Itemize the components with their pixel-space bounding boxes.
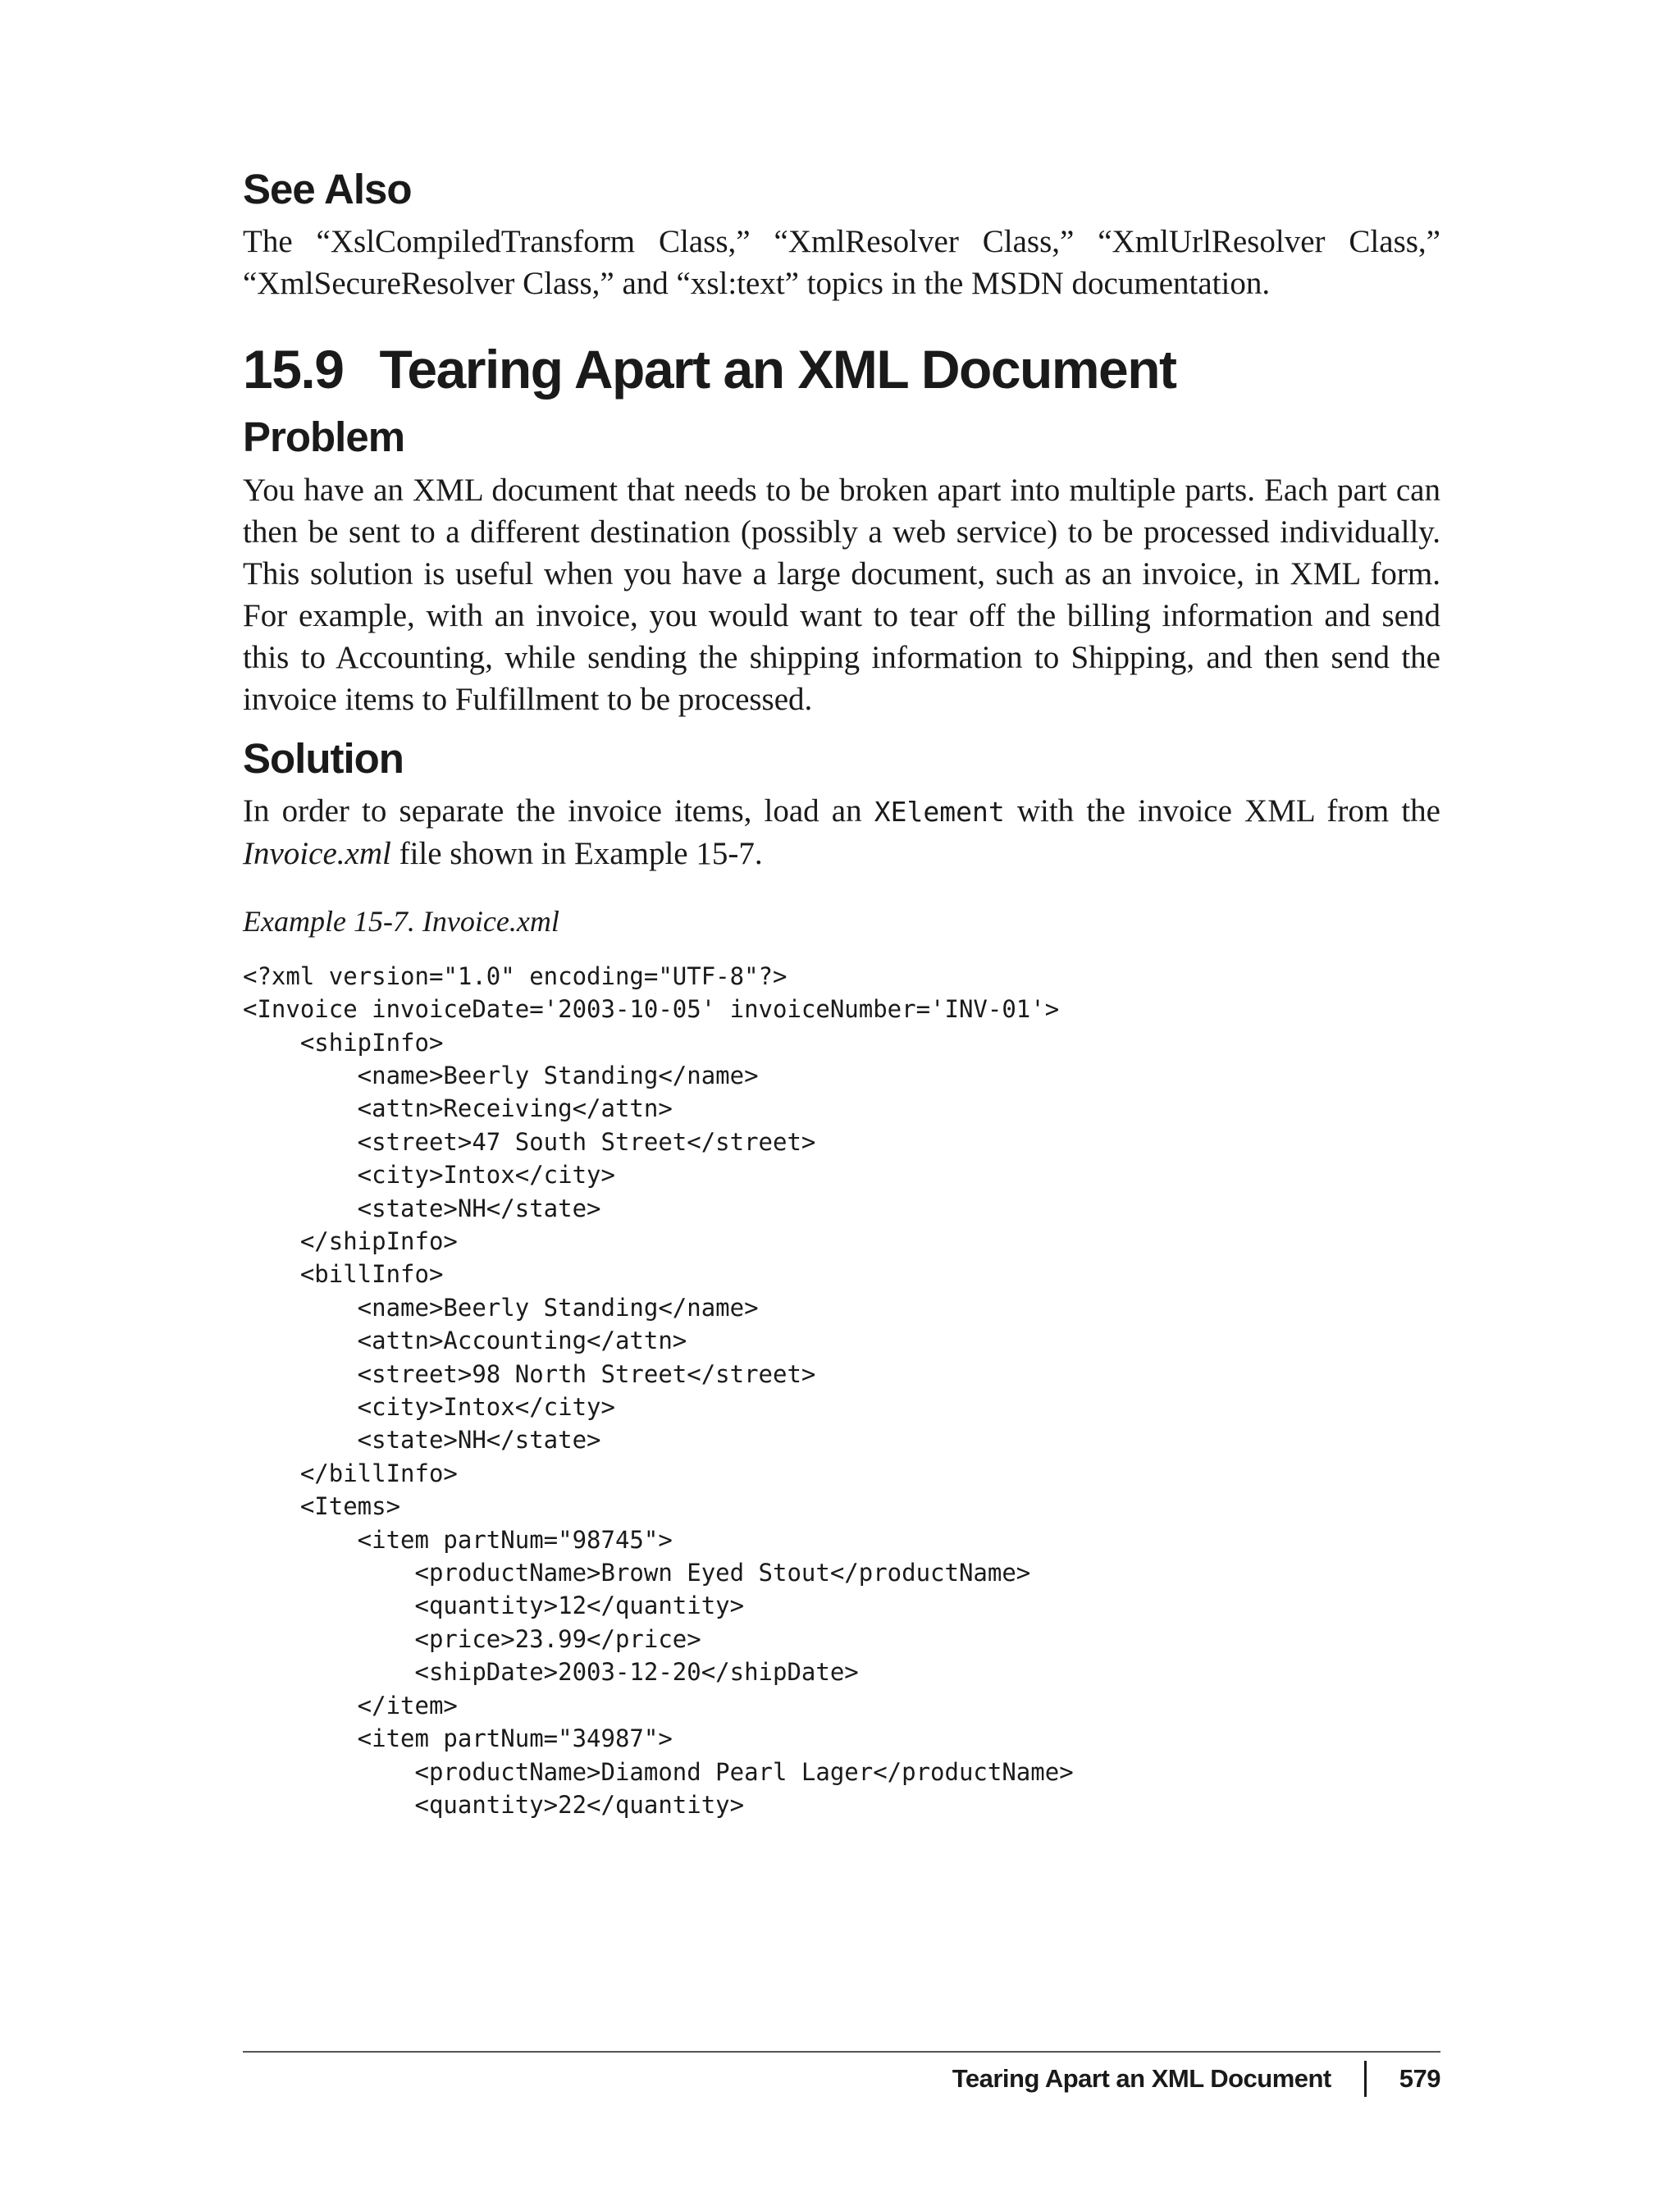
section-number: 15.9 bbox=[243, 339, 344, 400]
example-code-block: <?xml version="1.0" encoding="UTF-8"?> <Invoice invoiceDate='2003-10-05' invoiceNumber='INV-01'> <shipInfo> <name>Beerly Standing</name> <attn>Receiving</attn> <street>47 South Street</street> <city>Intox</city> <state>NH</state> </shipInfo> <billInfo> <name>Beerly Standing</name> <attn>Accounting</attn> <street>98 North Street</street> <city>Intox</city> <state>NH</state> </billInfo> <Items> <item partNum="98745"> <productName>Brown Eyed Stout</productName> <quantity>12</quantity> <price>23.99</price> <shipDate>2003-12-20</shipDate> </item> <item partNum="34987"> <productName>Diamond Pearl Lager</productName> <quantity>22</quantity> bbox=[243, 961, 1074, 1819]
solution-text-part-1: In order to separate the invoice items, load an bbox=[243, 792, 874, 829]
section-heading bbox=[243, 337, 1440, 402]
footer-page-number: 579 bbox=[1399, 2064, 1440, 2093]
problem-text: You have an XML document that needs to be broken apart into multiple parts. Each part can then be sent to a different destination (possibly a web service) to be processed individually. This solution is useful when you have a large document, such as an invoice, in XML form. For example, with an invoice, you would want to tear off the billing information and send this to Accounting, while sending the shipping information to Shipping, and then send the invoice items to Fulfillment to be processed. bbox=[243, 472, 1440, 717]
solution-file-name: Invoice.xml bbox=[243, 835, 391, 871]
footer-separator bbox=[1364, 2061, 1367, 2097]
solution-text bbox=[243, 790, 1440, 875]
see-also-heading: See Also bbox=[243, 166, 412, 212]
solution-heading: Solution bbox=[243, 734, 404, 782]
section-title: Tearing Apart an XML Document bbox=[379, 339, 1176, 400]
problem-heading: Problem bbox=[243, 413, 405, 461]
see-also-text: The “XslCompiledTransform Class,” “XmlResolver Class,” “XmlUrlResolver Class,” “XmlSecureResolver Class,” and “xsl:text” topics in the MSDN documentation. bbox=[243, 224, 1440, 302]
solution-text-part-3: file shown in Example 15-7. bbox=[390, 835, 763, 871]
example-caption: Example 15-7. Invoice.xml bbox=[243, 904, 559, 938]
solution-code-term: XElement bbox=[874, 795, 1005, 828]
footer-rule bbox=[243, 2051, 1440, 2053]
page-content bbox=[243, 164, 1440, 1821]
solution-text-part-2: with the invoice XML from the bbox=[1004, 792, 1440, 829]
footer-running-title: Tearing Apart an XML Document bbox=[952, 2064, 1331, 2093]
page-footer bbox=[952, 2061, 1440, 2097]
